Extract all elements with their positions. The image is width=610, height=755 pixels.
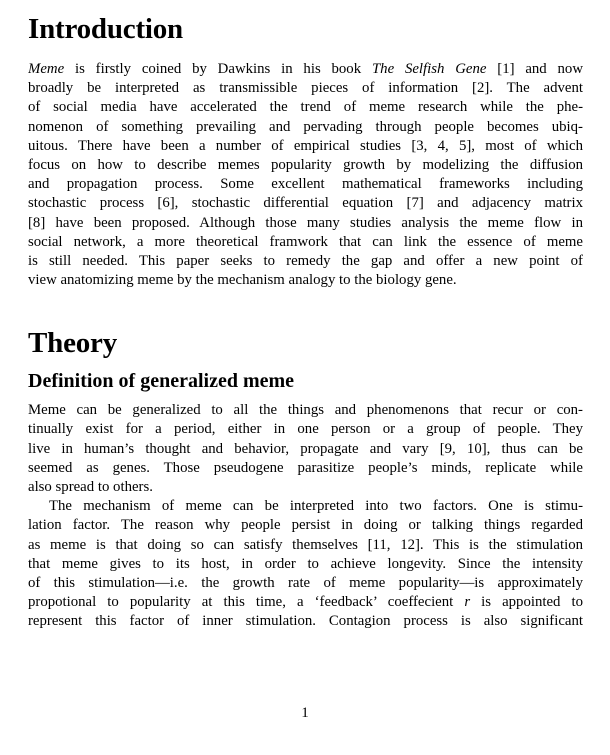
text-line: also spread to others. xyxy=(28,479,153,495)
page-number: 1 xyxy=(301,705,309,721)
text-line: and propagation process. Some excellent mathematical frameworks including xyxy=(28,176,583,193)
text-line: seemed as genes. Those pseudogene parasitize people’s minds, replicate while xyxy=(28,459,583,476)
text-line: The mechanism of meme can be interpreted into two factors. One is stimu- xyxy=(49,498,583,515)
section-heading-theory: Theory xyxy=(28,327,118,360)
text-line: that meme gives to its host, in order to achieve longevity. Since the intensity xyxy=(28,555,583,572)
text-line: lation factor. The reason why people persist in doing or talking things regarded xyxy=(28,517,583,534)
text-line: tinually exist for a period, either in one person or a group of people. They xyxy=(28,421,583,438)
text-line: of social media have accelerated the trend of meme research while the phe- xyxy=(28,99,583,116)
intro-paragraph xyxy=(28,60,583,290)
italic-text: The Selfish Gene xyxy=(371,61,487,77)
text-line: represent this factor of inner stimulation. Contagion process is also significant xyxy=(28,613,583,630)
text-line: live in human’s thought and behavior, propagate and vary [9, 10], thus can be xyxy=(28,440,583,457)
italic-text: Meme xyxy=(28,61,65,77)
text-line: of this stimulation—i.e. the growth rate of meme popularity—is approximately xyxy=(28,574,583,591)
section-heading-introduction: Introduction xyxy=(28,13,183,45)
text-line: view anatomizing meme by the mechanism analogy to the biology gene. xyxy=(28,272,457,289)
text-line: social network, a more theoretical framwork that can link the essence of meme xyxy=(28,233,583,250)
text-line: broadly be interpreted as transmissible pieces of information [2]. The advent xyxy=(28,80,583,97)
mechanism-paragraph xyxy=(28,497,583,631)
definition-paragraph xyxy=(28,401,583,497)
text-line: uitous. There have been a number of empirical studies [3, 4, 5], most of which xyxy=(28,137,583,154)
text-line: propotional to popularity at this time, a ‘feedback’ coeffecient r is appointed to xyxy=(28,594,583,611)
text-line: Meme can be generalized to all the things and phenomenons that recur or con- xyxy=(28,402,583,419)
text-line: focus on how to describe memes popularity growth by modelizing the diffusion xyxy=(28,156,583,173)
text-line: stochastic process [6], stochastic differential equation [7] and adjacency matrix xyxy=(28,195,583,212)
text-line: as meme is that doing so can satisfy themselves [11, 12]. This is the stimulation xyxy=(28,536,583,553)
text-line: is still needed. This paper seeks to remedy the gap and offer a new point of xyxy=(28,252,583,269)
text-line: Meme is firstly coined by Dawkins in his book The Selfish Gene [1] and now xyxy=(28,61,583,77)
text-line: nomenon of something prevailing and pervading through people becomes ubiq- xyxy=(28,118,583,135)
subsection-heading-definition: Definition of generalized meme xyxy=(28,370,295,393)
text-line: [8] have been proposed. Although those many studies analysis the meme flow in xyxy=(28,214,583,231)
italic-text: r xyxy=(464,594,471,611)
